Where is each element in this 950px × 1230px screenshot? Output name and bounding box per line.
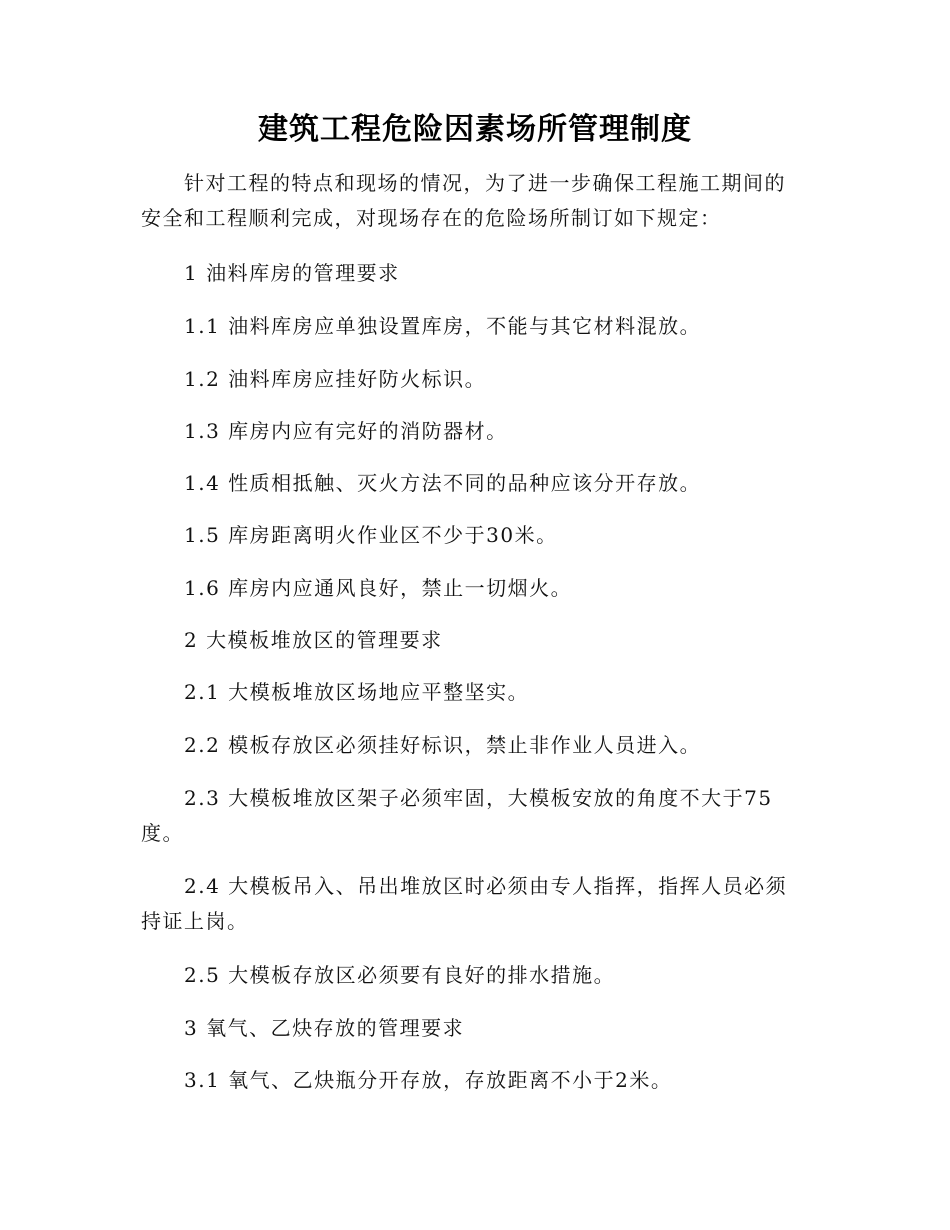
section-heading-1: 1 油料库房的管理要求 <box>184 261 400 285</box>
item-1-3: 1.3 库房内应有完好的消防器材。 <box>184 419 508 443</box>
section-heading-2: 2 大模板堆放区的管理要求 <box>184 628 443 652</box>
item-2-5: 2.5 大模板存放区必须要有良好的排水措施。 <box>184 963 616 987</box>
item-2-1: 2.1 大模板堆放区场地应平整坚实。 <box>184 680 530 704</box>
item-2-4: 2.4 大模板吊入、吊出堆放区时必须由专人指挥，指挥人员必须持证上岗。 <box>141 874 788 933</box>
item-3-1: 3.1 氧气、乙炔瓶分开存放，存放距离不小于2米。 <box>184 1068 673 1092</box>
item-1-4: 1.4 性质相抵触、灭火方法不同的品种应该分开存放。 <box>184 471 702 495</box>
intro-paragraph: 针对工程的特点和现场的情况，为了进一步确保工程施工期间的安全和工程顺利完成，对现场存在的危险场所制订如下规定： <box>141 171 786 230</box>
item-1-2: 1.2 油料库房应挂好防火标识。 <box>184 367 487 391</box>
item-2-2: 2.2 模板存放区必须挂好标识，禁止非作业人员进入。 <box>184 733 702 757</box>
item-1-6: 1.6 库房内应通风良好，禁止一切烟火。 <box>184 576 573 600</box>
item-2-3: 2.3 大模板堆放区架子必须牢固，大模板安放的角度不大于75度。 <box>141 786 773 845</box>
item-1-1: 1.1 油料库房应单独设置库房，不能与其它材料混放。 <box>184 314 702 338</box>
document-title: 建筑工程危险因素场所管理制度 <box>258 112 692 147</box>
section-heading-3: 3 氧气、乙炔存放的管理要求 <box>184 1016 465 1040</box>
item-1-5: 1.5 库房距离明火作业区不少于30米。 <box>184 523 558 547</box>
